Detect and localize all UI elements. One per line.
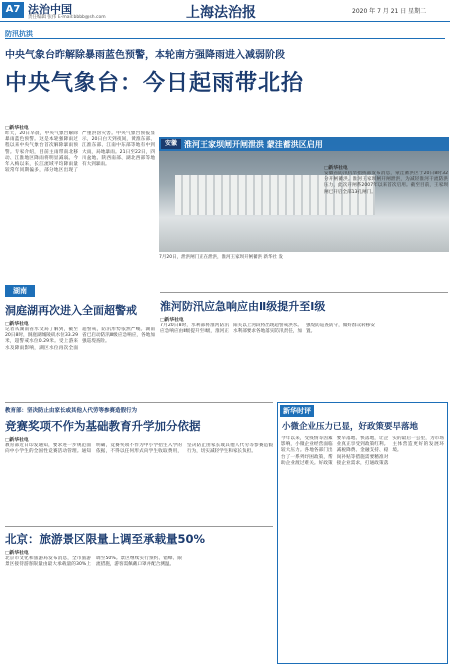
- section-title: 法治中国: [28, 3, 72, 16]
- dongting-article: 记者从湖南省水文局了解到，截至20日8时，洞庭湖城陵矶水位33.29米，超警戒水位0.29米。受上游来水及降雨影响，湖区水位再次全面超警戒，防汛形势依然严峻。湖南省已启动防汛Ⅲ级应急响应，各地加强巡堤查险。: [5, 327, 155, 351]
- edu-label: 教育部：坚决防止由家长或其他人代劳等参赛造假行为: [5, 408, 138, 414]
- huai-article: 7月20日8时，水利部将淮河防汛应急响应由Ⅱ级提升至Ⅰ级，淮河正阳关以上河段将出现超警戒洪水。水利部要求各地落实防汛责任，加强堤防巡查防守，做好群众转移安置。: [160, 323, 375, 335]
- huai-headline: 淮河防汛应急响应由Ⅱ级提升至Ⅰ级: [160, 300, 326, 313]
- column-label: 新华时评: [280, 405, 314, 417]
- column-article: 今年以来，受疫情等因素影响，小微企业经营面临较大压力。各地各部门出台了一系列纾困政策，帮助企业渡过难关。好政策要早落地、快落地，让企业真正享受到政策红利。减税降费、金融支持、稳岗补贴等措施需要精准对接企业需求，打通政策落实的最后一公里，为市场主体营造更好的发展环境。: [281, 436, 444, 466]
- beijing-byline: □新华社电: [5, 551, 29, 556]
- dongting-byline: □新华社电: [5, 322, 29, 327]
- divider: [5, 402, 273, 403]
- subhead: 中央气象台昨解除暴雨蓝色预警，本轮南方强降雨进入减弱阶段: [5, 50, 285, 61]
- dongting-headline: 洞庭湖再次进入全面超警戒: [5, 304, 137, 317]
- page-number: A7: [2, 2, 24, 18]
- kicker: 防汛抗洪: [5, 30, 33, 38]
- side-article: 安徽省防汛抗旱指挥部发布消息，蒙洼蓄洪区于20日8时32分开闸蓄洪。淮河王家坝闸开闸泄洪，为减轻淮河干流防洪压力，此次开闸系2007年以来首次启用。截至目前，王家坝闸已开启全部13孔闸门。: [324, 171, 448, 195]
- section-tag-hunan: 湖南: [5, 285, 35, 297]
- beijing-headline: 北京：旅游景区限量上调至承载量50%: [5, 532, 206, 546]
- beijing-article: 北京市文化和旅游局发布消息，全市旅游景区接待游客限量由最大承载量的30%上调至50%。景区继续实行预约、错峰、限流措施，游客需佩戴口罩并配合测温。: [5, 556, 182, 568]
- huai-byline: □新华社电: [160, 318, 184, 323]
- edu-article: 教育部近日印发通知，要求进一步规范面向中小学生的全国性竞赛活动管理。通知明确，竞赛奖项不作为中小学招生入学的依据，不得以任何形式向学生收取费用，坚决防止由家长或其他人代劳等参赛造假行为，切实减轻学生和家长负担。: [5, 443, 273, 455]
- photo-headline: 淮河王家坝闸开闸泄洪 蒙洼蓄洪区启用: [184, 140, 323, 149]
- kicker-rule: [5, 38, 445, 39]
- issue-date: 2020 年 7 月 21 日 星期二: [352, 8, 427, 15]
- divider: [5, 526, 273, 527]
- photo-region-tag: 安徽: [161, 139, 181, 149]
- divider: [160, 292, 448, 293]
- newspaper-logo: 上海法治报: [186, 5, 256, 21]
- main-headline: 中央气象台：今日起雨带北抬: [5, 70, 305, 96]
- lead-byline: □新华社电: [5, 126, 29, 131]
- edu-byline: □新华社电: [5, 438, 29, 443]
- editor-line: 责任编辑 张伟 E-mail:bbbb@sh.com: [28, 15, 106, 20]
- column-headline: 小微企业压力已显，好政策要早落地: [282, 422, 419, 432]
- photo-caption: 7月20日，泄洪闸门正在泄洪，淮河王家坝开闸蓄洪 新华社 发: [159, 255, 283, 260]
- side-byline: □新华社电: [324, 166, 348, 171]
- lead-article: 昨天，20日早晨，中央气象台解除暴雨蓝色预警。这是本轮强降雨过程以来中央气象台首次解除暴雨预警。专家介绍，目前主雨带南北移动、江淮地区降雨将明显减弱。今年入梅以来，长江流域平均降雨量较常年同期偏多，部分地区出现了严重洪涝灾害。中央气象台预报显示，20日白天到夜间，黄淮东部、江淮东部、江南中东部等地有中到大雨，局地暴雨。21日至22日，四川盆地、陕西南部、湖北西部等地有大到暴雨。: [5, 131, 155, 174]
- edu-headline: 竞赛奖项不作为基础教育升学加分依据: [5, 419, 201, 433]
